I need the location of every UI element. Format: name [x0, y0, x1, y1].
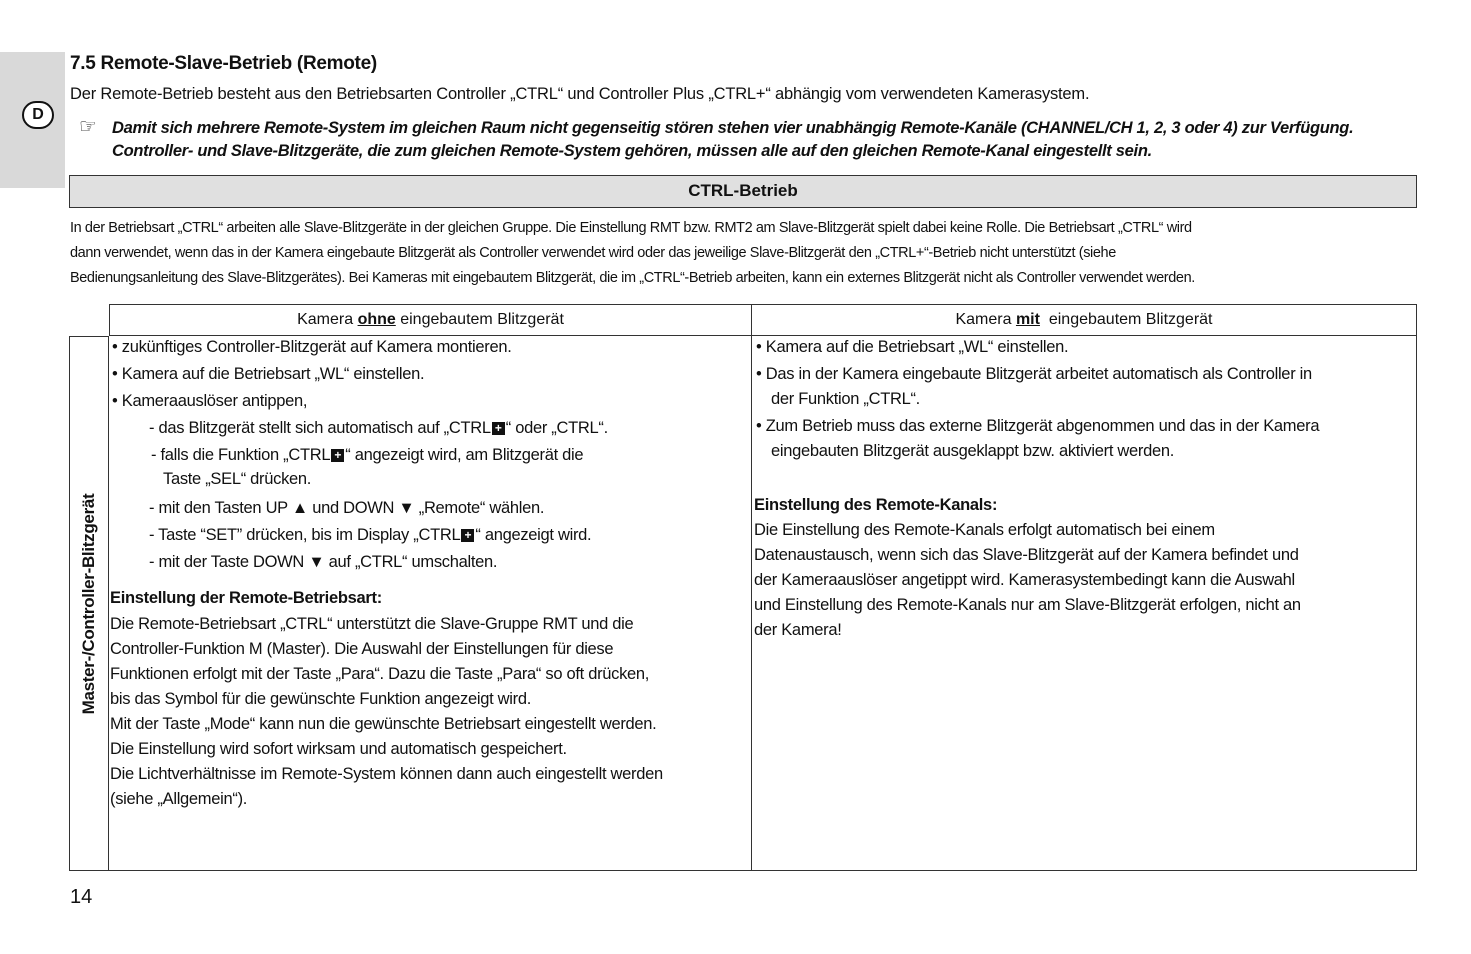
plus-symbol-icon: +: [331, 449, 344, 462]
header-text: eingebautem Blitzgerät: [1039, 311, 1213, 328]
plus-symbol-icon: +: [492, 422, 505, 435]
instruction-table: [69, 304, 1417, 871]
step-line: • Kamera auf die Betriebsart „WL“ einstellen.: [112, 365, 425, 383]
step-text: - Taste “SET” drücken, bis im Display „CTRL: [149, 526, 461, 544]
description-line: dann verwendet, wenn das in der Kamera eingebaute Blitzgerät als Controller verwendet wird oder das jeweilige Slave-Blitzgerät den „CTRL+“-Betrieb nicht unterstützt (siehe: [70, 245, 1116, 261]
step-line: • zukünftiges Controller-Blitzgerät auf Kamera montieren.: [112, 338, 512, 356]
cell-with-flash: [752, 336, 1417, 871]
header-emphasis: ohne: [357, 311, 396, 328]
step-line: [149, 526, 591, 545]
step-line: der Funktion „CTRL“.: [771, 390, 920, 408]
step-line: • Kameraauslöser antippen,: [112, 392, 308, 410]
description-line: Bedienungsanleitung des Slave-Blitzgerätes). Bei Kameras mit eingebautem Blitzgerät, die im „CTRL“-Betrieb arbeiten, kann ein externes Blitzgerät nicht als Controller verwendet werden.: [70, 270, 1195, 286]
header-emphasis: mit: [1015, 311, 1040, 328]
step-text: “ angezeigt wird, am Blitzgerät die: [345, 446, 584, 464]
step-text: - das Blitzgerät stellt sich automatisch auf „CTRL: [149, 419, 491, 437]
header-with-flash: [752, 304, 1417, 336]
language-badge: D: [22, 101, 54, 129]
paragraph-line: Die Lichtverhältnisse im Remote-System können dann auch eingestellt werden: [110, 765, 663, 783]
description-line: In der Betriebsart „CTRL“ arbeiten alle Slave-Blitzgeräte in der gleichen Gruppe. Die Einstellung RMT bzw. RMT2 am Slave-Blitzgerät spielt dabei keine Rolle. Die Betriebsart „CTRL“ wird: [70, 220, 1192, 236]
paragraph-line: (siehe „Allgemein“).: [110, 790, 248, 808]
step-line: [151, 446, 583, 465]
step-text: “ oder „CTRL“.: [505, 419, 608, 437]
paragraph-line: bis das Symbol für die gewünschte Funktion angezeigt wird.: [110, 690, 532, 708]
pointing-hand-icon: ☞: [79, 116, 97, 138]
header-text: eingebautem Blitzgerät: [395, 311, 564, 328]
header-text: Kamera: [955, 311, 1016, 328]
paragraph-line: Funktionen erfolgt mit der Taste „Para“. Dazu die Taste „Para“ so oft drücken,: [110, 665, 650, 683]
section-heading: 7.5 Remote-Slave-Betrieb (Remote): [70, 53, 377, 74]
paragraph-line: der Kamera!: [754, 621, 842, 639]
step-line: • Kamera auf die Betriebsart „WL“ einstellen.: [756, 338, 1069, 356]
step-line: - mit den Tasten UP ▲ und DOWN ▼ „Remote“ wählen.: [149, 499, 545, 517]
paragraph-line: Die Einstellung des Remote-Kanals erfolgt automatisch bei einem: [754, 521, 1215, 539]
description: [70, 216, 1405, 291]
note-text: Damit sich mehrere Remote-System im gleichen Raum nicht gegenseitig stören stehen vier unabhängig Remote-Kanäle (CHANNEL/CH 1, 2, 3 oder 4) zur Verfügung. Controller- und Slave-Blitzgeräte, die zum gleichen Remote-System gehören, müssen alle auf den gleichen Remote-Kanal eingestellt sein.: [112, 119, 1354, 160]
step-text: - falls die Funktion „CTRL: [151, 446, 331, 464]
paragraph-line: Die Einstellung wird sofort wirksam und automatisch gespeichert.: [110, 740, 567, 758]
step-line: eingebauten Blitzgerät ausgeklappt bzw. aktiviert werden.: [771, 442, 1174, 460]
row-label: Master-/Controller-Blitzgerät: [79, 493, 98, 714]
plus-symbol-icon: +: [461, 529, 474, 542]
subheading: Einstellung des Remote-Kanals:: [754, 496, 998, 514]
step-line: - mit der Taste DOWN ▼ auf „CTRL“ umschalten.: [149, 553, 498, 571]
row-label-cell: [69, 336, 109, 871]
step-line: • Zum Betrieb muss das externe Blitzgerät abgenommen und das in der Kamera: [756, 417, 1320, 435]
step-text: “ angezeigt wird.: [475, 526, 592, 544]
intro-text: Der Remote-Betrieb besteht aus den Betriebsarten Controller „CTRL“ und Controller Plus „CTRL+“ abhängig vom verwendeten Kamerasystem.: [70, 85, 1090, 103]
step-line: Taste „SEL“ drücken.: [163, 470, 312, 488]
step-line: [149, 419, 608, 438]
paragraph-line: der Kameraauslöser angetippt wird. Kamerasystembedingt kann die Auswahl: [754, 571, 1295, 589]
paragraph-line: Datenaustausch, wenn sich das Slave-Blitzgerät auf der Kamera befindet und: [754, 546, 1299, 564]
paragraph-line: und Einstellung des Remote-Kanals nur am Slave-Blitzgerät erfolgen, nicht an: [754, 596, 1301, 614]
paragraph-line: Mit der Taste „Mode“ kann nun die gewünschte Betriebsart eingestellt werden.: [110, 715, 657, 733]
paragraph-line: Die Remote-Betriebsart „CTRL“ unterstützt die Slave-Gruppe RMT und die: [110, 615, 634, 633]
header-without-flash: [109, 304, 752, 336]
section-banner: CTRL-Betrieb: [69, 175, 1417, 208]
subheading: Einstellung der Remote-Betriebsart:: [110, 589, 382, 607]
page-number: 14: [70, 886, 93, 908]
header-text: Kamera: [297, 311, 358, 328]
cell-without-flash: [109, 336, 752, 871]
step-line: • Das in der Kamera eingebaute Blitzgerät arbeitet automatisch als Controller in: [756, 365, 1312, 383]
paragraph-line: Controller-Funktion M (Master). Die Auswahl der Einstellungen für diese: [110, 640, 614, 658]
